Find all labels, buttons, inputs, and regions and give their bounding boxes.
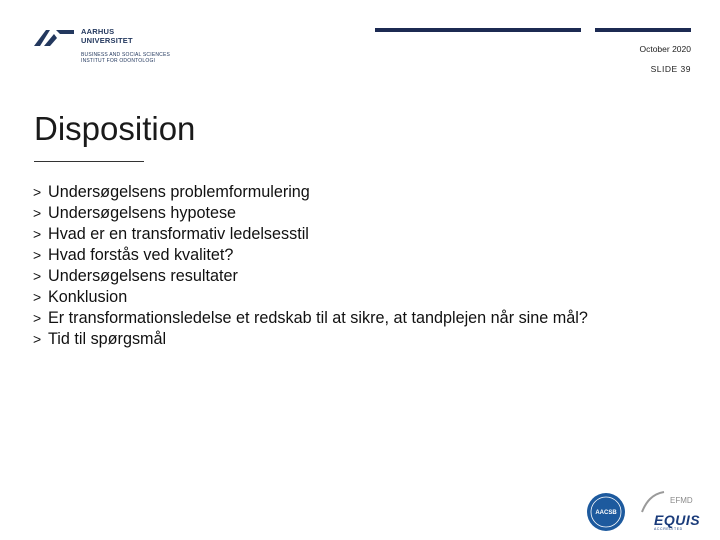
university-logo — [34, 26, 184, 68]
bullet-arrow-icon: > — [33, 226, 42, 242]
au-logo-icon — [34, 28, 76, 48]
slide-number: SLIDE 39 — [650, 64, 691, 74]
list-item: > Hvad forstås ved kvalitet? — [33, 246, 234, 264]
list-item: > Hvad er en transformativ ledelsesstil — [33, 225, 309, 243]
list-item: > Undersøgelsens hypotese — [33, 204, 237, 222]
aacsb-accreditation-icon — [586, 492, 626, 532]
bullet-list — [33, 182, 588, 350]
bullet-arrow-icon: > — [33, 331, 42, 347]
bullet-arrow-icon: > — [33, 310, 42, 326]
bullet-arrow-icon: > — [33, 289, 42, 305]
equis-accreditation-logo — [640, 490, 700, 534]
logo-name: AARHUS UNIVERSITET — [81, 27, 133, 45]
logo-subtitle: BUSINESS AND SOCIAL SCIENCES INSTITUT FOR ODONTOLOGI — [81, 52, 171, 64]
list-item: > Undersøgelsens problemformulering — [33, 183, 310, 201]
efmd-label: EFMD — [670, 496, 693, 505]
header-bar-right — [595, 28, 691, 32]
bullet-arrow-icon: > — [33, 268, 42, 284]
header-bar-left — [375, 28, 581, 32]
slide-title: Disposition — [34, 110, 196, 147]
efmd-swoosh-icon — [640, 490, 670, 514]
title-underline — [34, 161, 144, 162]
list-item: > Er transformationsledelse et redskab til at sikre, at tandplejen når sine mål? — [33, 309, 588, 327]
aacsb-text: AACSB — [595, 510, 617, 516]
equis-label: EQUIS — [654, 512, 701, 528]
list-item: > Tid til spørgsmål — [33, 330, 167, 348]
slide-date: October 2020 — [639, 44, 691, 54]
list-item: > Undersøgelsens resultater — [33, 267, 238, 285]
bullet-arrow-icon: > — [33, 247, 42, 263]
bullet-arrow-icon: > — [33, 184, 42, 200]
equis-sub-label: ACCREDITED — [654, 527, 683, 531]
bullet-arrow-icon: > — [33, 205, 42, 221]
list-item: > Konklusion — [33, 288, 128, 306]
